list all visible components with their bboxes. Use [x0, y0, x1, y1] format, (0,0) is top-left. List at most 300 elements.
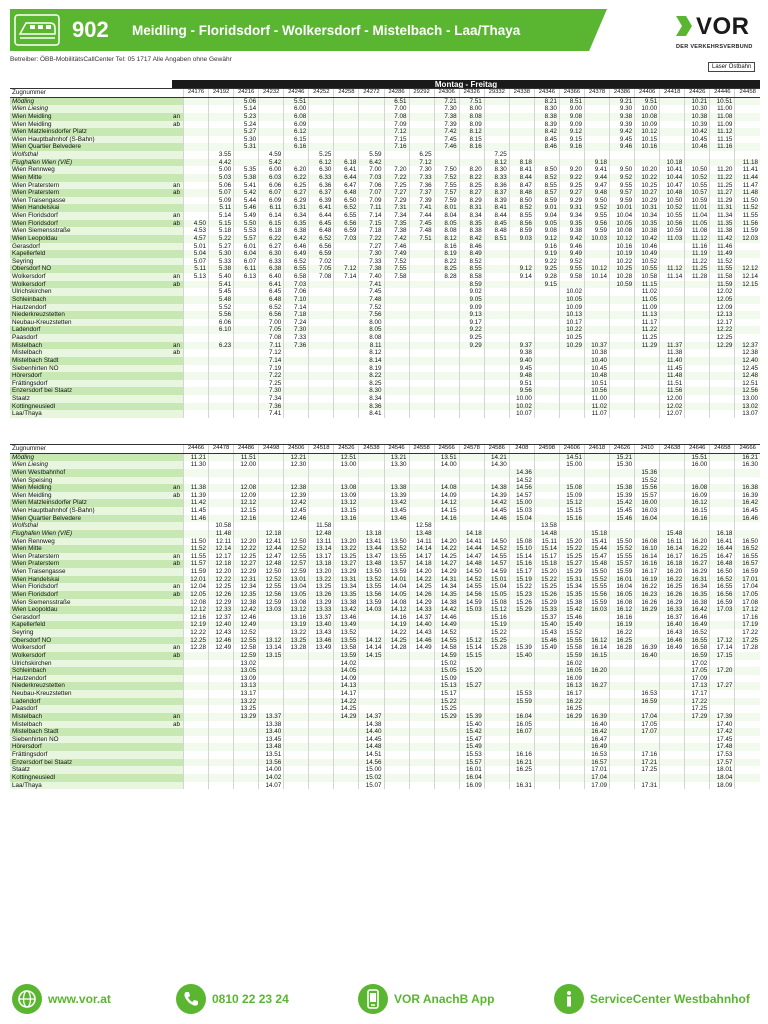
departure-time — [309, 774, 334, 782]
departure-time: 14.46 — [434, 614, 459, 622]
departure-time — [384, 667, 409, 675]
departure-time: 11.45 — [660, 365, 685, 373]
departure-time — [710, 477, 735, 485]
departure-time — [710, 403, 735, 411]
departure-time: 10.07 — [509, 410, 534, 418]
departure-time — [309, 342, 334, 350]
arrival-departure-marker — [144, 751, 184, 759]
departure-time: 12.25 — [209, 583, 234, 591]
arrival-departure-marker — [144, 204, 184, 212]
departure-time — [259, 477, 284, 485]
departure-time: 16.46 — [735, 515, 760, 523]
station-row — [10, 159, 760, 167]
departure-time — [384, 469, 409, 477]
departure-time: 12.00 — [660, 395, 685, 403]
departure-time: 14.59 — [484, 568, 509, 576]
station-name: Gerasdorf — [10, 243, 144, 251]
station-name: Wien Praterstern — [10, 182, 144, 190]
departure-time: 17.29 — [685, 713, 710, 721]
departure-time: 15.55 — [610, 553, 635, 561]
departure-time — [234, 410, 259, 418]
departure-time: 11.29 — [710, 197, 735, 205]
station-row — [10, 166, 760, 174]
departure-time — [434, 782, 459, 790]
departure-time: 14.49 — [434, 621, 459, 629]
arrival-departure-marker — [144, 136, 184, 144]
departure-time — [184, 288, 209, 296]
departure-time: 14.45 — [359, 736, 384, 744]
departure-time — [359, 675, 384, 683]
arrival-departure-marker: an — [144, 182, 184, 190]
departure-time — [484, 395, 509, 403]
station-row — [10, 288, 760, 296]
departure-time — [685, 380, 710, 388]
departure-time — [685, 522, 710, 530]
departure-time — [610, 319, 635, 327]
departure-time — [635, 151, 660, 159]
departure-time: 6.22 — [284, 174, 309, 182]
departure-time: 9.56 — [509, 387, 534, 395]
departure-time — [309, 105, 334, 113]
departure-time: 14.55 — [484, 553, 509, 561]
arrival-departure-marker — [144, 235, 184, 243]
footer-servicecenter[interactable] — [554, 983, 750, 1015]
departure-time: 14.38 — [359, 721, 384, 729]
departure-time — [710, 675, 735, 683]
arrival-departure-marker — [144, 395, 184, 403]
departure-time: 16.59 — [710, 599, 735, 607]
departure-time — [635, 614, 660, 622]
train-number: 24458 — [735, 89, 760, 98]
departure-time: 6.30 — [309, 166, 334, 174]
station-row — [10, 583, 760, 591]
departure-time — [534, 782, 559, 790]
departure-time: 6.25 — [284, 182, 309, 190]
departure-time — [359, 621, 384, 629]
departure-time — [610, 477, 635, 485]
departure-time: 10.50 — [685, 166, 710, 174]
departure-time: 17.25 — [685, 705, 710, 713]
departure-time — [384, 751, 409, 759]
departure-time — [309, 675, 334, 683]
train-number: 24558 — [409, 445, 434, 454]
departure-time: 11.05 — [635, 296, 660, 304]
station-row — [10, 629, 760, 637]
departure-time — [309, 713, 334, 721]
departure-time: 12.22 — [184, 629, 209, 637]
departure-time: 8.52 — [534, 174, 559, 182]
station-row — [10, 568, 760, 576]
station-row — [10, 766, 760, 774]
departure-time — [234, 304, 259, 312]
arrival-departure-marker — [144, 507, 184, 515]
departure-time: 13.51 — [434, 453, 459, 461]
departure-time: 10.02 — [509, 403, 534, 411]
departure-time — [184, 349, 209, 357]
departure-time — [259, 143, 284, 151]
departure-time: 13.50 — [384, 538, 409, 546]
departure-time: 17.12 — [710, 637, 735, 645]
departure-time — [309, 690, 334, 698]
departure-time: 15.40 — [459, 721, 484, 729]
departure-time — [409, 721, 434, 729]
departure-time — [459, 461, 484, 469]
departure-time: 5.11 — [209, 204, 234, 212]
departure-time: 17.07 — [635, 728, 660, 736]
departure-time: 11.42 — [710, 235, 735, 243]
departure-time — [484, 713, 509, 721]
departure-time — [610, 675, 635, 683]
departure-time: 12.18 — [259, 530, 284, 538]
departure-time: 5.01 — [184, 243, 209, 251]
departure-time: 5.27 — [234, 128, 259, 136]
departure-time — [259, 121, 284, 129]
departure-time — [359, 660, 384, 668]
station-name: Mistelbach — [10, 721, 144, 729]
train-number: 24246 — [284, 89, 309, 98]
departure-time: 6.33 — [259, 258, 284, 266]
departure-time — [559, 403, 584, 411]
departure-time — [184, 334, 209, 342]
train-number: 24216 — [234, 89, 259, 98]
departure-time: 13.11 — [309, 538, 334, 546]
departure-time: 15.25 — [559, 553, 584, 561]
departure-time — [384, 380, 409, 388]
departure-time — [334, 97, 359, 105]
departure-time — [284, 667, 309, 675]
departure-time: 5.27 — [209, 243, 234, 251]
departure-time — [409, 774, 434, 782]
departure-time — [484, 365, 509, 373]
departure-time: 4.57 — [184, 235, 209, 243]
footer-website[interactable] — [12, 983, 111, 1015]
departure-time: 5.23 — [234, 113, 259, 121]
departure-time: 15.52 — [635, 477, 660, 485]
departure-time: 9.09 — [559, 121, 584, 129]
departure-time — [184, 530, 209, 538]
departure-time: 14.55 — [459, 583, 484, 591]
departure-time — [209, 453, 234, 461]
station-row — [10, 121, 760, 129]
departure-time — [660, 105, 685, 113]
departure-time: 13.13 — [234, 682, 259, 690]
departure-time: 8.46 — [534, 143, 559, 151]
departure-time — [259, 614, 284, 622]
departure-time — [710, 705, 735, 713]
station-name: Wien Hauptbahnhof (S-Bahn) — [10, 136, 144, 144]
departure-time: 16.48 — [710, 560, 735, 568]
departure-time: 9.55 — [610, 182, 635, 190]
departure-time — [509, 113, 534, 121]
departure-time: 7.15 — [359, 220, 384, 228]
departure-time: 15.25 — [434, 705, 459, 713]
departure-time — [509, 243, 534, 251]
departure-time — [509, 736, 534, 744]
departure-time: 13.44 — [359, 545, 384, 553]
station-name: Hautzendorf — [10, 304, 144, 312]
departure-time — [309, 387, 334, 395]
departure-time — [635, 682, 660, 690]
departure-time: 6.35 — [284, 220, 309, 228]
departure-time: 7.36 — [259, 403, 284, 411]
departure-time — [234, 774, 259, 782]
departure-time: 8.39 — [484, 197, 509, 205]
departure-time: 9.27 — [559, 189, 584, 197]
departure-time — [660, 743, 685, 751]
departure-time — [559, 380, 584, 388]
station-row — [10, 782, 760, 790]
departure-time: 17.25 — [735, 637, 760, 645]
departure-time: 16.19 — [635, 576, 660, 584]
departure-time: 5.25 — [309, 151, 334, 159]
departure-time — [534, 380, 559, 388]
departure-time — [209, 410, 234, 418]
departure-time — [209, 387, 234, 395]
departure-time: 13.42 — [384, 499, 409, 507]
departure-time: 6.48 — [309, 227, 334, 235]
departure-time — [610, 380, 635, 388]
departure-time — [484, 258, 509, 266]
departure-time: 13.14 — [259, 644, 284, 652]
station-name: Flughafen Wien (VIE) — [10, 159, 144, 167]
departure-time — [585, 151, 610, 159]
departure-time — [660, 660, 685, 668]
departure-time: 15.29 — [434, 713, 459, 721]
departure-time: 9.38 — [610, 113, 635, 121]
departure-time: 13.02 — [234, 660, 259, 668]
departure-time: 13.30 — [384, 461, 409, 469]
departure-time — [359, 667, 384, 675]
departure-time: 10.50 — [660, 197, 685, 205]
departure-time: 13.09 — [234, 675, 259, 683]
station-name: Staatz — [10, 766, 144, 774]
departure-time: 15.50 — [610, 538, 635, 546]
departure-time — [409, 304, 434, 312]
station-name: Ladendorf — [10, 698, 144, 706]
departure-time — [234, 387, 259, 395]
departure-time — [384, 319, 409, 327]
departure-time: 10.29 — [635, 197, 660, 205]
departure-time: 12.04 — [184, 583, 209, 591]
departure-time: 11.27 — [710, 189, 735, 197]
departure-time: 10.59 — [660, 227, 685, 235]
departure-time: 7.36 — [409, 182, 434, 190]
departure-time: 16.39 — [735, 492, 760, 500]
departure-time — [585, 296, 610, 304]
departure-time: 6.58 — [284, 273, 309, 281]
departure-time — [685, 469, 710, 477]
departure-time: 12.28 — [184, 644, 209, 652]
departure-time: 16.05 — [559, 667, 584, 675]
departure-time — [184, 372, 209, 380]
departure-time: 12.00 — [234, 461, 259, 469]
departure-time — [409, 469, 434, 477]
footer-app[interactable] — [358, 983, 494, 1015]
train-number: 24566 — [434, 445, 459, 454]
departure-time: 12.16 — [184, 614, 209, 622]
departure-time: 10.16 — [610, 243, 635, 251]
departure-time: 9.30 — [610, 105, 635, 113]
departure-time: 16.33 — [660, 606, 685, 614]
arrival-departure-marker — [144, 304, 184, 312]
departure-time — [359, 105, 384, 113]
departure-time — [710, 453, 735, 461]
departure-time — [585, 469, 610, 477]
footer-phone[interactable] — [176, 983, 289, 1015]
departure-time: 11.47 — [735, 182, 760, 190]
departure-time: 12.46 — [284, 515, 309, 523]
departure-time: 16.50 — [710, 568, 735, 576]
departure-time — [359, 614, 384, 622]
departure-time: 16.40 — [635, 652, 660, 660]
station-row — [10, 614, 760, 622]
departure-time: 10.25 — [610, 265, 635, 273]
departure-time — [184, 365, 209, 373]
departure-time: 15.29 — [509, 606, 534, 614]
departure-time: 6.16 — [284, 143, 309, 151]
departure-time: 5.56 — [209, 311, 234, 319]
departure-time — [459, 614, 484, 622]
departure-time: 12.03 — [735, 235, 760, 243]
departure-time — [534, 728, 559, 736]
station-name: Wolfsthal — [10, 522, 144, 530]
departure-time — [409, 682, 434, 690]
departure-time — [735, 113, 760, 121]
departure-time — [585, 334, 610, 342]
arrival-departure-marker — [144, 499, 184, 507]
departure-time: 6.07 — [259, 189, 284, 197]
departure-time — [234, 281, 259, 289]
station-row — [10, 591, 760, 599]
departure-time: 7.06 — [284, 288, 309, 296]
departure-time — [184, 774, 209, 782]
departure-time: 12.19 — [184, 621, 209, 629]
departure-time: 8.59 — [534, 197, 559, 205]
departure-time — [309, 782, 334, 790]
departure-time: 15.26 — [534, 591, 559, 599]
departure-time — [484, 319, 509, 327]
departure-time — [685, 766, 710, 774]
departure-time: 9.49 — [559, 250, 584, 258]
departure-time — [585, 629, 610, 637]
departure-time — [384, 326, 409, 334]
header-label: Zugnummer — [10, 89, 144, 98]
departure-time — [685, 403, 710, 411]
departure-time: 15.22 — [484, 629, 509, 637]
departure-time: 8.52 — [459, 258, 484, 266]
departure-time: 7.00 — [384, 105, 409, 113]
departure-time — [710, 151, 735, 159]
departure-time — [259, 675, 284, 683]
departure-time: 8.50 — [509, 197, 534, 205]
departure-time: 12.51 — [334, 453, 359, 461]
departure-time: 9.39 — [610, 121, 635, 129]
arrival-departure-marker — [144, 621, 184, 629]
departure-time: 8.51 — [484, 235, 509, 243]
departure-time: 12.29 — [234, 568, 259, 576]
departure-time — [384, 705, 409, 713]
departure-time — [509, 774, 534, 782]
departure-time — [409, 143, 434, 151]
departure-time: 7.03 — [334, 235, 359, 243]
departure-time — [309, 759, 334, 767]
departure-time: 15.42 — [610, 499, 635, 507]
departure-time — [534, 403, 559, 411]
departure-time: 5.04 — [184, 250, 209, 258]
departure-time — [309, 143, 334, 151]
station-name: Seyring — [10, 629, 144, 637]
arrival-departure-marker — [144, 637, 184, 645]
departure-time: 5.00 — [209, 166, 234, 174]
departure-time — [384, 365, 409, 373]
station-name: Wien Praterstern — [10, 189, 144, 197]
departure-time — [585, 113, 610, 121]
departure-time: 14.48 — [359, 743, 384, 751]
departure-time: 12.49 — [209, 644, 234, 652]
station-name: Staatz — [10, 395, 144, 403]
departure-time: 15.23 — [509, 591, 534, 599]
departure-time: 6.55 — [334, 212, 359, 220]
departure-time — [234, 159, 259, 167]
departure-time — [635, 660, 660, 668]
departure-time — [559, 477, 584, 485]
departure-time — [209, 660, 234, 668]
departure-time — [359, 522, 384, 530]
departure-time — [384, 387, 409, 395]
station-row — [10, 515, 760, 523]
departure-time — [309, 736, 334, 744]
departure-time: 8.46 — [459, 243, 484, 251]
departure-time — [509, 136, 534, 144]
departure-time — [559, 743, 584, 751]
departure-time — [284, 151, 309, 159]
departure-time: 6.52 — [309, 235, 334, 243]
departure-time: 17.22 — [735, 629, 760, 637]
departure-time: 16.14 — [585, 644, 610, 652]
station-row — [10, 250, 760, 258]
departure-time — [635, 522, 660, 530]
station-row — [10, 698, 760, 706]
departure-time: 14.59 — [459, 599, 484, 607]
departure-time — [309, 705, 334, 713]
departure-time — [334, 243, 359, 251]
departure-time: 8.55 — [459, 265, 484, 273]
departure-time — [434, 372, 459, 380]
departure-time: 17.05 — [635, 721, 660, 729]
departure-time: 15.11 — [534, 538, 559, 546]
train-number: 24446 — [710, 89, 735, 98]
departure-time: 15.00 — [509, 499, 534, 507]
train-number: 24646 — [685, 445, 710, 454]
departure-time — [334, 530, 359, 538]
departure-time — [459, 675, 484, 683]
departure-time: 7.24 — [284, 319, 309, 327]
departure-time: 13.22 — [284, 629, 309, 637]
departure-time: 9.15 — [559, 136, 584, 144]
departure-time: 6.14 — [259, 212, 284, 220]
departure-time — [660, 492, 685, 500]
departure-time — [209, 721, 234, 729]
departure-time — [685, 530, 710, 538]
departure-time — [509, 304, 534, 312]
departure-time — [660, 690, 685, 698]
departure-time — [534, 705, 559, 713]
departure-time: 12.50 — [284, 538, 309, 546]
station-row — [10, 484, 760, 492]
train-number: 24606 — [559, 445, 584, 454]
departure-time — [384, 477, 409, 485]
departure-time — [234, 530, 259, 538]
